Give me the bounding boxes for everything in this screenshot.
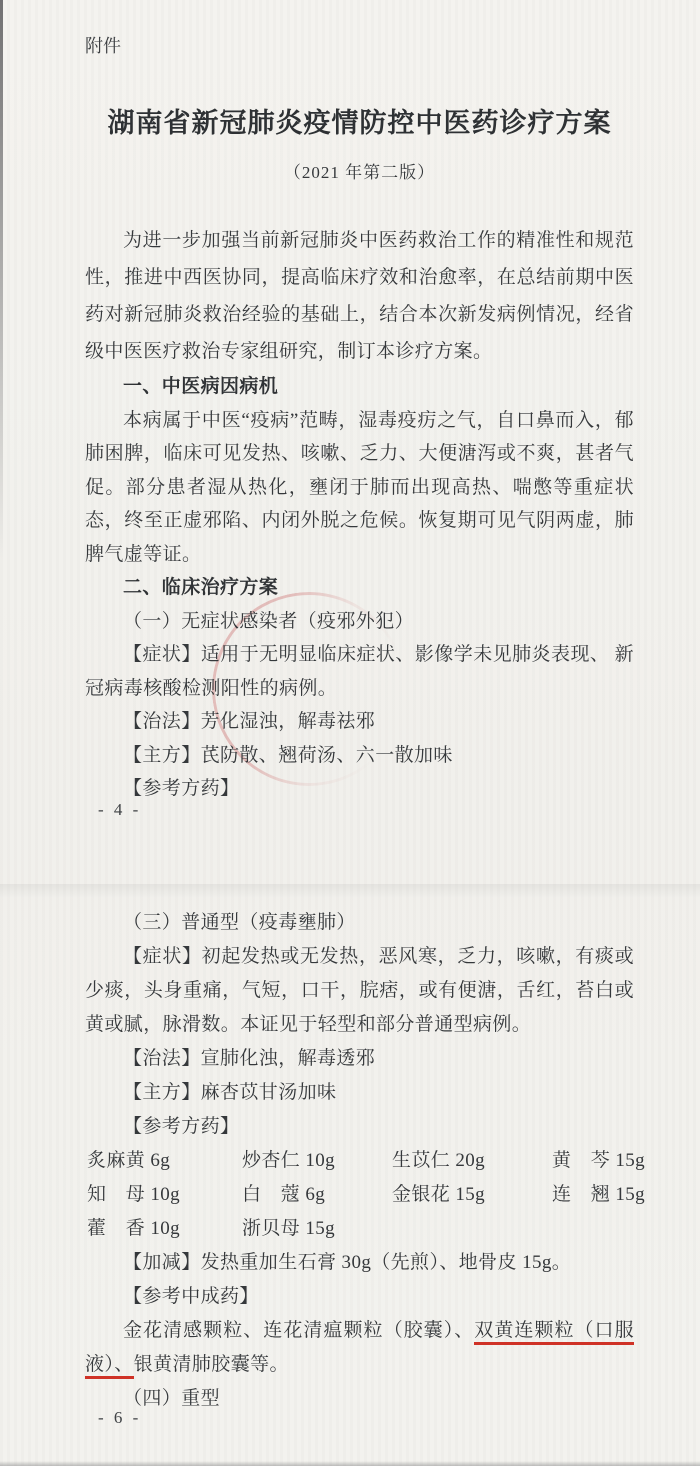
herb-item: 炙麻黄 6g xyxy=(87,1150,171,1171)
herb-dosage-row xyxy=(85,1178,646,1212)
intro-paragraph: 为进一步加强当前新冠肺炎中医药救治工作的精准性和规范性，推进中西医协同，提高临床疗效和治愈率，在总结前期中医药对新冠肺炎救治经验的基础上，结合本次新发病例情况，经省级中医医疗救治专家组研究，制订本诊疗方案。 xyxy=(85,230,634,362)
patent-drug-text: 银黄清肺胶囊等。 xyxy=(133,1354,289,1375)
document-page-6 xyxy=(0,884,700,1466)
reference-formula-label: 【参考方药】 xyxy=(123,778,240,799)
herb-item: 白 蔻 6g xyxy=(242,1184,326,1205)
red-underlined-text: 双黄连颗粒（口服液）、 xyxy=(85,1320,634,1379)
symptoms-paragraph-2: 【症状】初起发热或无发热，恶风寒，乏力，咳嗽，有痰或少痰，头身重痛，气短，口干，脘痞，或有便溏，舌红，苔白或黄或腻，脉滑数。本证见于轻型和部分普通型病例。 xyxy=(85,946,634,1035)
herb-item: 生苡仁 20g xyxy=(392,1150,486,1171)
reference-formula-label-2: 【参考方药】 xyxy=(123,1116,240,1137)
document-subtitle: （2021 年第二版） xyxy=(283,163,436,182)
herb-item: 知 母 10g xyxy=(87,1184,181,1205)
subsection-1-heading: （一）无症状感染者（疫邪外犯） xyxy=(123,610,415,632)
document-title: 湖南省新冠肺炎疫情防控中医药诊疗方案 xyxy=(107,108,612,138)
treatment-method-line-2: 【治法】宣肺化浊，解毒透邪 xyxy=(123,1048,376,1069)
subsection-4-heading: （四）重型 xyxy=(123,1388,221,1409)
main-formula-line-2: 【主方】麻杏苡甘汤加味 xyxy=(123,1082,337,1103)
modification-line: 【加减】发热重加生石膏 30g（先煎）、地骨皮 15g。 xyxy=(123,1252,572,1273)
patent-drug-text: 金花清感颗粒、连花清瘟颗粒（胶囊）、 xyxy=(123,1320,475,1341)
attachment-label: 附件 xyxy=(85,36,121,56)
section-1-body: 本病属于中医“疫病”范畴，湿毒疫疠之气，自口鼻而入，郁肺困脾，临床可见发热、咳嗽、乏力、大便溏泻或不爽，甚者气促。部分患者湿从热化，壅闭于肺而出现高热、喘憋等重症状态，终至正虚邪陷、内闭外脱之危候。恢复期可见气阴两虚，肺脾气虚等证。 xyxy=(85,409,634,565)
herb-item: 黄 芩 15g xyxy=(552,1150,646,1171)
treatment-method-line: 【治法】芳化湿浊，解毒祛邪 xyxy=(123,711,376,732)
herb-item: 炒杏仁 10g xyxy=(242,1150,336,1171)
section-2-heading: 二、临床治疗方案 xyxy=(123,577,279,598)
herb-dosage-row xyxy=(85,1144,646,1178)
page-number-6: - 6 - xyxy=(98,1408,142,1427)
patent-drug-label: 【参考中成药】 xyxy=(123,1286,259,1307)
herb-item: 藿 香 10g xyxy=(87,1218,181,1239)
herb-dosage-row xyxy=(85,1212,634,1246)
patent-drug-paragraph xyxy=(85,1314,634,1382)
herb-item: 浙贝母 15g xyxy=(242,1218,336,1239)
main-formula-line: 【主方】芪防散、翘荷汤、六一散加味 xyxy=(123,744,453,766)
symptoms-paragraph: 【症状】适用于无明显临床症状、影像学未见肺炎表现、 新冠病毒核酸检测阳性的病例。 xyxy=(85,644,634,699)
herb-item: 金银花 15g xyxy=(392,1184,486,1205)
page-number-4: - 4 - xyxy=(98,800,142,819)
section-1-heading: 一、中医病因病机 xyxy=(123,376,279,397)
herb-item: 连 翘 15g xyxy=(552,1184,646,1205)
subsection-3-heading: （三）普通型（疫毒壅肺） xyxy=(123,912,356,933)
